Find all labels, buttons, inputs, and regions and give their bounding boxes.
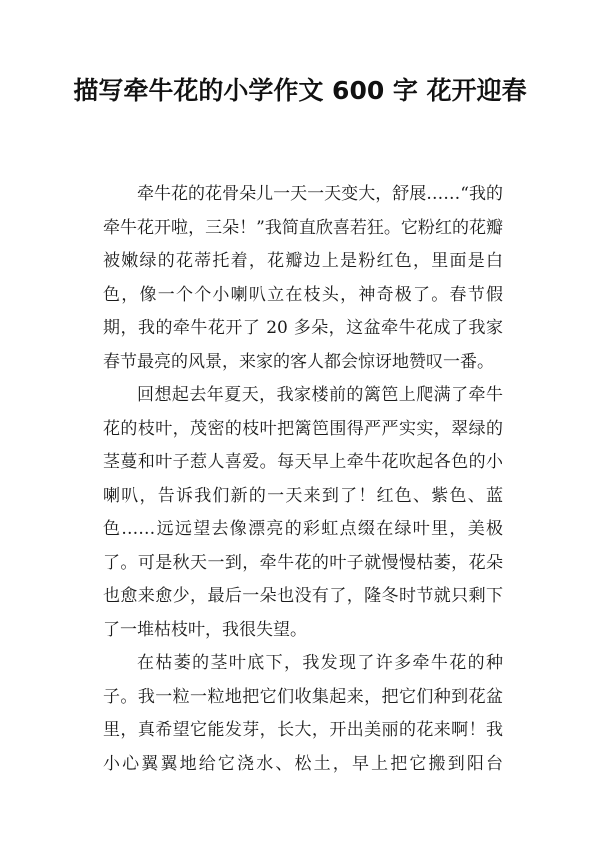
document-body bbox=[103, 178, 503, 781]
paragraph-2: 回想起去年夏天，我家楼前的篱笆上爬满了牵牛花的枝叶，茂密的枝叶把篱笆围得严严实实，翠绿的茎蔓和叶子惹人喜爱。每天早上牵牛花吹起各色的小喇叭，告诉我们新的一天来到了！红色、紫色、蓝色……远远望去像漂亮的彩虹点缀在绿叶里，美极了。可是秋天一到，牵牛花的叶子就慢慢枯萎，花朵也愈来愈少，最后一朵也没有了，隆冬时节就只剩下了一堆枯枝叶，我很失望。 bbox=[103, 385, 503, 640]
paragraph-3: 在枯萎的茎叶底下，我发现了许多牵牛花的种子。我一粒一粒地把它们收集起来，把它们种到花盆里，真希望它能发芽，长大，开出美丽的花来啊！我小心翼翼地给它浇水、松土，早上把它搬到阳台 bbox=[103, 653, 503, 774]
document-title: 描写牵牛花的小学作文 600 字 花开迎春 bbox=[73, 76, 527, 105]
paragraph-1: 牵牛花的花骨朵儿一天一天变大，舒展……“我的牵牛花开啦，三朵！”我简直欣喜若狂。它粉红的花瓣被嫩绿的花蒂托着，花瓣边上是粉红色，里面是白色，像一个个小喇叭立在枝头，神奇极了。春节假期，我的牵牛花开了 20 多朵，这盆牵牛花成了我家春节最亮的风景，来家的客人都会惊讶地赞叹一番。 bbox=[103, 184, 503, 372]
